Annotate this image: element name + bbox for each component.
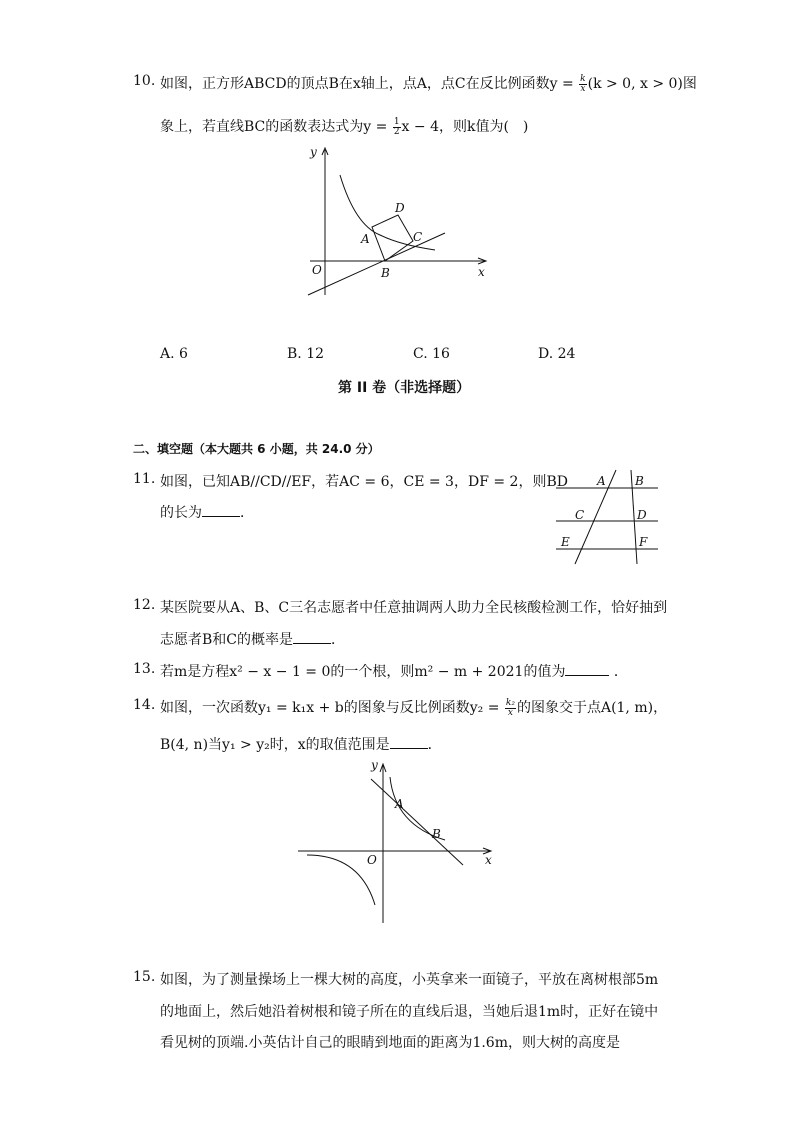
q14-figure [295, 755, 500, 925]
q10-option-c: C. 16 [413, 346, 450, 362]
q10-text-line2 [160, 116, 528, 137]
q14-text-line1-b: 的图象交于点A(1, m)， [516, 700, 668, 716]
q10-fraction-k-over-x: $\frac{k}{x}$ [580, 73, 586, 94]
q10-text-line2-b: x − 4，则k值为( ) [401, 119, 529, 135]
q15-text-line2: 的地面上，然后她沿着树根和镜子所在的直线后退，当她后退1m时，正好在镜中 [160, 1004, 659, 1020]
q11-answer-blank[interactable] [202, 504, 240, 517]
q10-option-b: B. 12 [287, 346, 325, 362]
q10-option-d: D. 24 [538, 346, 576, 362]
q11-text-line2-end: ． [240, 505, 254, 521]
q10-option-a: A. 6 [160, 346, 188, 362]
q12-number: 12. [133, 597, 156, 613]
q13-answer-blank[interactable] [565, 663, 609, 676]
q10-text-line2-a: 象上，若直线BC的函数表达式为y = [160, 119, 392, 135]
q14-text-line2-label: B(4, n)当y₁ > y₂时，x的取值范围是 [160, 737, 390, 753]
q11-label-c: C [575, 508, 585, 522]
q10-line-bc [308, 233, 445, 295]
q14-label-x: x [485, 853, 492, 867]
q10-fraction-one-half: $\frac{1}{2}$ [393, 116, 400, 137]
q11-label-f: F [639, 535, 648, 549]
q11-figure [553, 468, 663, 568]
q14-number: 14. [133, 697, 156, 713]
q10-figure [300, 140, 500, 300]
q14-text-line1-a: 如图，一次函数y₁ = k₁x + b的图象与反比例函数y₂ = [160, 700, 504, 716]
q12-text-line2-label: 志愿者B和C的概率是 [160, 632, 293, 648]
q13-number: 13. [133, 661, 156, 677]
q10-label-a: A [361, 232, 370, 246]
q13-text [160, 661, 628, 681]
q11-text-line1: 如图，已知AB//CD//EF，若AC = 6，CE = 3，DF = 2，则BD [160, 474, 568, 490]
q14-linear-line [371, 779, 463, 865]
q11-number: 11. [133, 471, 156, 487]
q14-answer-blank[interactable] [390, 736, 428, 749]
q11-label-e: E [561, 535, 570, 549]
q10-label-b: B [381, 266, 390, 280]
q14-label-o: O [367, 853, 377, 867]
q10-number: 10. [133, 73, 156, 89]
q10-text-line1-a: 如图，正方形ABCD的顶点B在x轴上，点A，点C在反比例函数y = [160, 76, 579, 92]
q14-text-line2-end: ． [427, 737, 442, 753]
q13-text-end: ． [613, 664, 628, 680]
q12-text-line1: 某医院要从A、B、C三名志愿者中任意抽调两人助力全民核酸检测工作，恰好抽到 [160, 600, 668, 616]
q11-label-a: A [597, 474, 606, 488]
q10-square-abcd [372, 215, 413, 261]
q10-text-line1 [160, 73, 697, 94]
q12-text-line2-end: ． [331, 632, 345, 648]
q11-text-line2-label: 的长为 [160, 505, 202, 521]
q10-label-c: C [413, 230, 423, 244]
q13-text-main: 若m是方程x² − x − 1 = 0的一个根，则m² − m + 2021的值为 [160, 664, 566, 680]
q11-label-b: B [635, 474, 644, 488]
q12-answer-blank[interactable] [293, 631, 331, 644]
q15-number: 15. [133, 969, 156, 985]
q14-label-y: y [371, 758, 378, 772]
q11-text-line2 [160, 502, 254, 522]
q10-label-o: O [312, 263, 322, 277]
q14-text-line2 [160, 734, 442, 754]
q14-fraction-k2-over-x: $\frac{\text{k₂}}{x}$ [505, 697, 515, 718]
q15-text-line1: 如图，为了测量操场上一棵大树的高度，小英拿来一面镜子，平放在离树根部5m [160, 972, 659, 988]
q10-label-y: y [310, 145, 317, 159]
q10-text-line1-b: (k > 0, x > 0)图 [587, 76, 697, 92]
q10-label-d: D [395, 201, 405, 215]
q12-text-line2 [160, 629, 345, 649]
q14-label-a: A [395, 797, 404, 811]
q14-hyperbola-q3 [307, 855, 375, 905]
section2-title: 二、填空题（本大题共 6 小题，共 24.0 分） [133, 442, 380, 456]
q14-label-b: B [432, 827, 441, 841]
q14-text-line1 [160, 697, 667, 718]
q15-text-line3: 看见树的顶端.小英估计自己的眼睛到地面的距离为1.6m，则大树的高度是 [160, 1035, 620, 1051]
q11-label-d: D [637, 508, 647, 522]
q10-label-x: x [478, 265, 485, 279]
part2-title: 第 II 卷（非选择题） [338, 380, 471, 396]
